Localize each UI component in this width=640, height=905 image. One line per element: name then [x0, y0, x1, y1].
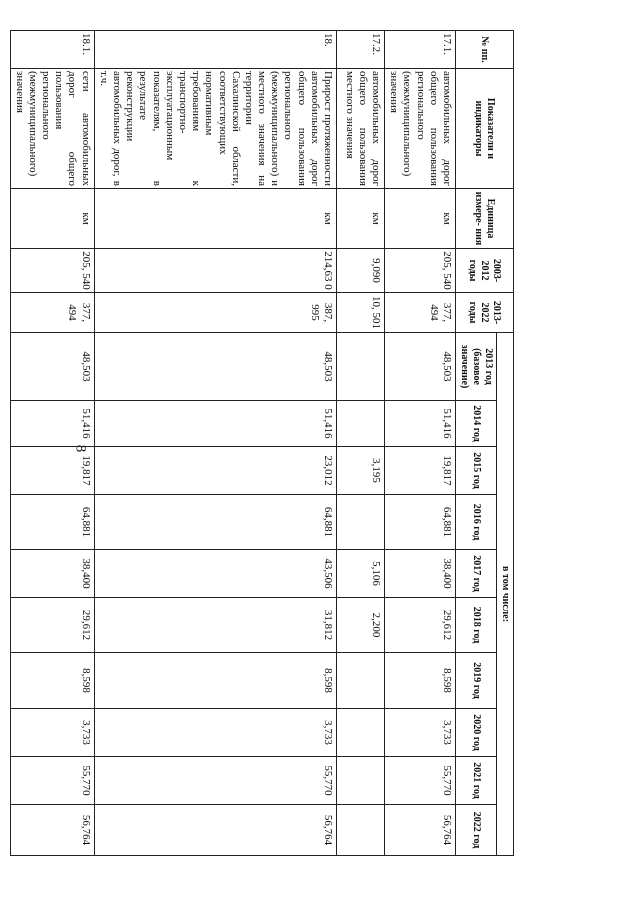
row-value-2003-2012: 205, 540 [10, 249, 94, 293]
row-year-value: 3,733 [385, 709, 456, 757]
page-number: 8 [72, 444, 89, 453]
row-year-value: 3,733 [10, 709, 94, 757]
indicators-table [10, 30, 514, 856]
row-year-value: 19,817 [10, 447, 94, 495]
row-num: 17.2. [337, 31, 385, 69]
row-year-value: 8,598 [94, 653, 336, 709]
table-row [10, 31, 94, 856]
row-indicator: сети автомобильных дорог общего пользования регионального (межмуниципального) значения [10, 69, 94, 189]
header-unit: Единица измере- ния [456, 189, 514, 249]
table-header-row [497, 31, 514, 856]
header-year: 2017 год [456, 550, 497, 598]
table-row [385, 31, 456, 856]
row-value-2013-2022: 10, 501 [337, 293, 385, 333]
row-year-value: 56,764 [94, 805, 336, 856]
row-indicator: Прирост протяженности автомобильных дорог общего пользования регионального (межмуниципального) и местного значения на территории Сахалинской области, соответствующих нормативным требованиям к транспортно-эксплуатационным показателям, в результате реконструкции автомобильных дорог, в т.ч. [94, 69, 336, 189]
header-num: № пп. [456, 31, 514, 69]
header-year: 2022 год [456, 805, 497, 856]
header-year: 2013 год (базовое значение) [456, 333, 497, 401]
row-year-value: 48,503 [10, 333, 94, 401]
row-unit: км [10, 189, 94, 249]
row-year-value: 56,764 [10, 805, 94, 856]
row-indicator: автомобильных дорог общего пользования местного значения [337, 69, 385, 189]
header-year: 2018 год [456, 598, 497, 653]
row-year-value: 64,881 [385, 495, 456, 550]
row-year-value: 38,400 [10, 550, 94, 598]
row-year-value [337, 757, 385, 805]
row-year-value: 38,400 [385, 550, 456, 598]
row-unit: км [337, 189, 385, 249]
row-year-value: 64,881 [94, 495, 336, 550]
row-year-value: 43,506 [94, 550, 336, 598]
row-year-value: 55,770 [94, 757, 336, 805]
row-year-value: 64,881 [10, 495, 94, 550]
row-year-value: 56,764 [385, 805, 456, 856]
row-year-value: 3,195 [337, 447, 385, 495]
row-year-value: 23,012 [94, 447, 336, 495]
header-year: 2021 год [456, 757, 497, 805]
row-value-2003-2012: 214,63 0 [94, 249, 336, 293]
row-num: 18.1. [10, 31, 94, 69]
row-year-value: 29,612 [385, 598, 456, 653]
table-row [337, 31, 385, 856]
row-year-value: 51,416 [10, 401, 94, 447]
row-value-2003-2012: 9,090 [337, 249, 385, 293]
row-year-value: 2,200 [337, 598, 385, 653]
row-year-value: 31,812 [94, 598, 336, 653]
row-year-value: 48,503 [385, 333, 456, 401]
header-year: 2015 год [456, 447, 497, 495]
header-indicator: Показатели и индикаторы [456, 69, 514, 189]
row-year-value: 48,503 [94, 333, 336, 401]
row-value-2013-2022: 387, 995 [94, 293, 336, 333]
header-year: 2019 год [456, 653, 497, 709]
row-year-value [337, 495, 385, 550]
row-num: 18. [94, 31, 336, 69]
row-year-value: 51,416 [94, 401, 336, 447]
row-unit: км [94, 189, 336, 249]
row-year-value: 5,106 [337, 550, 385, 598]
header-year: 2016 год [456, 495, 497, 550]
header-period-2003-2012: 2003- 2012 годы [456, 249, 514, 293]
row-year-value [337, 653, 385, 709]
row-year-value [337, 333, 385, 401]
row-year-value: 3,733 [94, 709, 336, 757]
row-value-2013-2022: 377, 494 [385, 293, 456, 333]
row-year-value [337, 805, 385, 856]
row-value-2013-2022: 377, 494 [10, 293, 94, 333]
header-including: в том числе: [497, 333, 514, 856]
row-year-value: 55,770 [10, 757, 94, 805]
row-unit: км [385, 189, 456, 249]
row-year-value: 19,817 [385, 447, 456, 495]
table-row [94, 31, 336, 856]
row-indicator: автомобильных дорог общего пользования регионального (межмуниципального) значения [385, 69, 456, 189]
header-year: 2020 год [456, 709, 497, 757]
row-year-value: 29,612 [10, 598, 94, 653]
header-year: 2014 год [456, 401, 497, 447]
row-num: 17.1. [385, 31, 456, 69]
row-year-value: 8,598 [385, 653, 456, 709]
row-year-value [337, 709, 385, 757]
row-value-2003-2012: 205, 540 [385, 249, 456, 293]
row-year-value: 55,770 [385, 757, 456, 805]
header-period-2013-2022: 2013- 2022 годы [456, 293, 514, 333]
row-year-value: 8,598 [10, 653, 94, 709]
row-year-value [337, 401, 385, 447]
row-year-value: 51,416 [385, 401, 456, 447]
rotated-table-container [13, 30, 514, 855]
